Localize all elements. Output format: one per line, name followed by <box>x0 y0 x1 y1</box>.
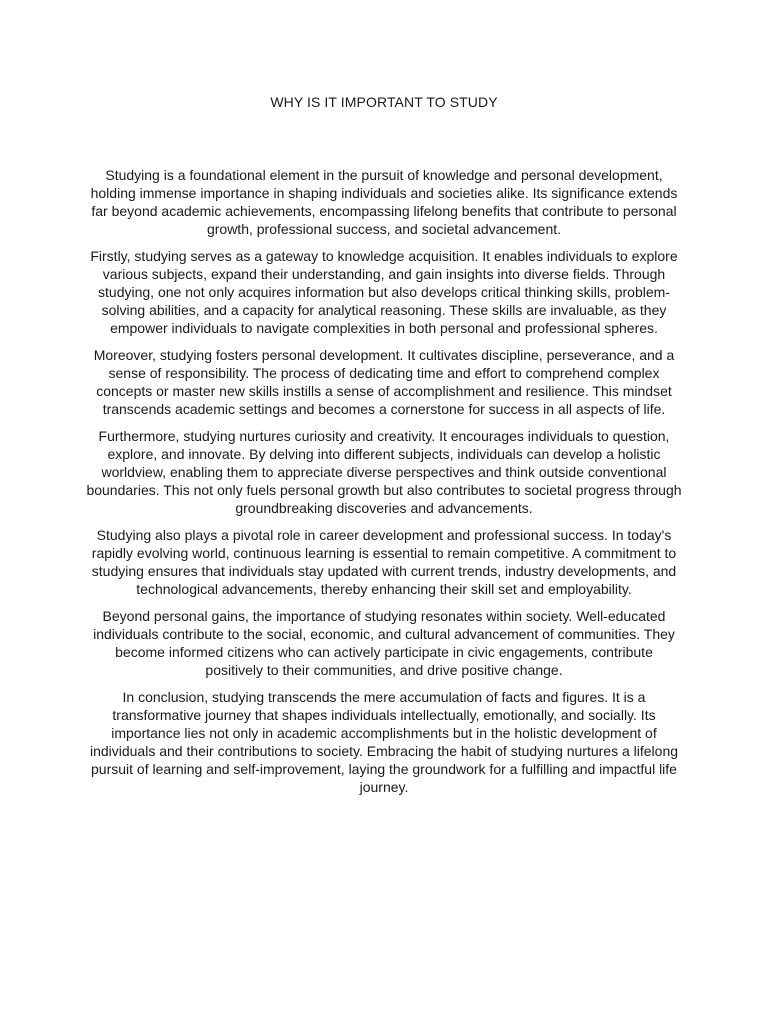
paragraph-society: Beyond personal gains, the importance of studying resonates within society. Well-educated individuals contribute to the social, economic, and cultural advancement of communities. They become informed citizens who can actively participate in civic engagements, contribute positively to their communities, and drive positive change. <box>93 608 675 678</box>
document-body <box>85 166 683 805</box>
paragraph-knowledge: Firstly, studying serves as a gateway to knowledge acquisition. It enables individuals to explore various subjects, expand their understanding, and gain insights into diverse fields. Through studying, one not only acquires information but also develops critical thinking skills, problem-solving abilities, and a capacity for analytical reasoning. These skills are invaluable, as they empower individuals to navigate complexities in both personal and professional spheres. <box>90 248 678 336</box>
document-title: WHY IS IT IMPORTANT TO STUDY <box>270 94 498 110</box>
paragraph-personal-development: Moreover, studying fosters personal development. It cultivates discipline, perseverance, and a sense of responsibility. The process of dedicating time and effort to comprehend complex concepts or master new skills instills a sense of accomplishment and resilience. This mindset transcends academic settings and becomes a cornerstone for success in all aspects of life. <box>93 347 675 417</box>
paragraph-curiosity: Furthermore, studying nurtures curiosity and creativity. It encourages individuals to question, explore, and innovate. By delving into different subjects, individuals can develop a holistic worldview, enabling them to appreciate diverse perspectives and think outside conventional boundaries. This not only fuels personal growth but also contributes to societal progress through groundbreaking discoveries and advancements. <box>86 428 682 516</box>
paragraph-intro: Studying is a foundational element in the pursuit of knowledge and personal development, holding immense importance in shaping individuals and societies alike. Its significance extends far beyond academic achievements, encompassing lifelong benefits that contribute to personal growth, professional success, and societal advancement. <box>90 167 678 237</box>
paragraph-career: Studying also plays a pivotal role in career development and professional success. In today's rapidly evolving world, continuous learning is essential to remain competitive. A commitment to studying ensures that individuals stay updated with current trends, industry developments, and technological advancements, thereby enhancing their skill set and employability. <box>91 527 677 597</box>
paragraph-conclusion: In conclusion, studying transcends the mere accumulation of facts and figures. It is a transformative journey that shapes individuals intellectually, emotionally, and socially. Its importance lies not only in academic accomplishments but in the holistic development of individuals and their contributions to society. Embracing the habit of studying nurtures a lifelong pursuit of learning and self-improvement, laying the groundwork for a fulfilling and impactful life journey. <box>89 689 679 795</box>
